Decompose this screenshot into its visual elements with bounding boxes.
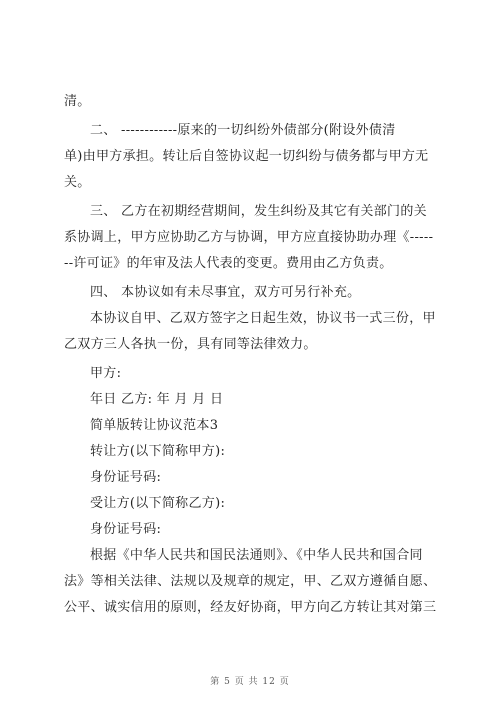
page-number-footer: 第 5 页 共 12 页	[210, 677, 290, 687]
text-line: 本协议自甲、乙双方签字之日起生效，协议书一式三份，甲	[90, 311, 436, 326]
transferor-label: 转让方(以下简称甲方):	[90, 444, 226, 459]
text-line: 四、 本协议如有未尽事宜，双方可另行补充。	[90, 285, 361, 300]
text-line: 公平、诚实信用的原则，经友好协商，甲方向乙方转让其对第三	[64, 600, 437, 615]
text-line: 三、 乙方在初期经营期间，发生纠纷及其它有关部门的关	[90, 204, 427, 219]
id-number-label: 身份证号码:	[90, 470, 162, 485]
text-line: 法》等相关法律、法规以及规章的规定，甲、乙双方遵循自愿、	[64, 574, 437, 589]
text-line: --许可证》的年审及法人代表的变更。费用由乙方负责。	[64, 256, 393, 271]
section-heading: 简单版转让协议范本3	[90, 418, 219, 433]
text-line: 二、 ------------原来的一切纠纷外债部分(附设外债清	[90, 123, 396, 138]
text-line: 根据《中华人民共和国民法通则》、《中华人民共和国合同	[90, 548, 423, 563]
text-line: 清。	[64, 94, 91, 109]
text-line: 系协调上，甲方应协助乙方与协调，甲方应直接协助办理《-----	[64, 230, 434, 245]
text-line: 单)由甲方承担。转让后自签协议起一切纠纷与债务都与甲方无	[64, 149, 429, 164]
text-line: 关。	[64, 175, 91, 190]
signature-party-a-label: 甲方:	[90, 366, 122, 381]
transferee-label: 受让方(以下简称乙方):	[90, 496, 226, 511]
id-number-label: 身份证号码:	[90, 522, 162, 537]
text-line: 乙双方三人各执一份，具有同等法律效力。	[64, 337, 317, 352]
date-signature-line: 年日 乙方: 年 月 月 日	[90, 392, 224, 407]
